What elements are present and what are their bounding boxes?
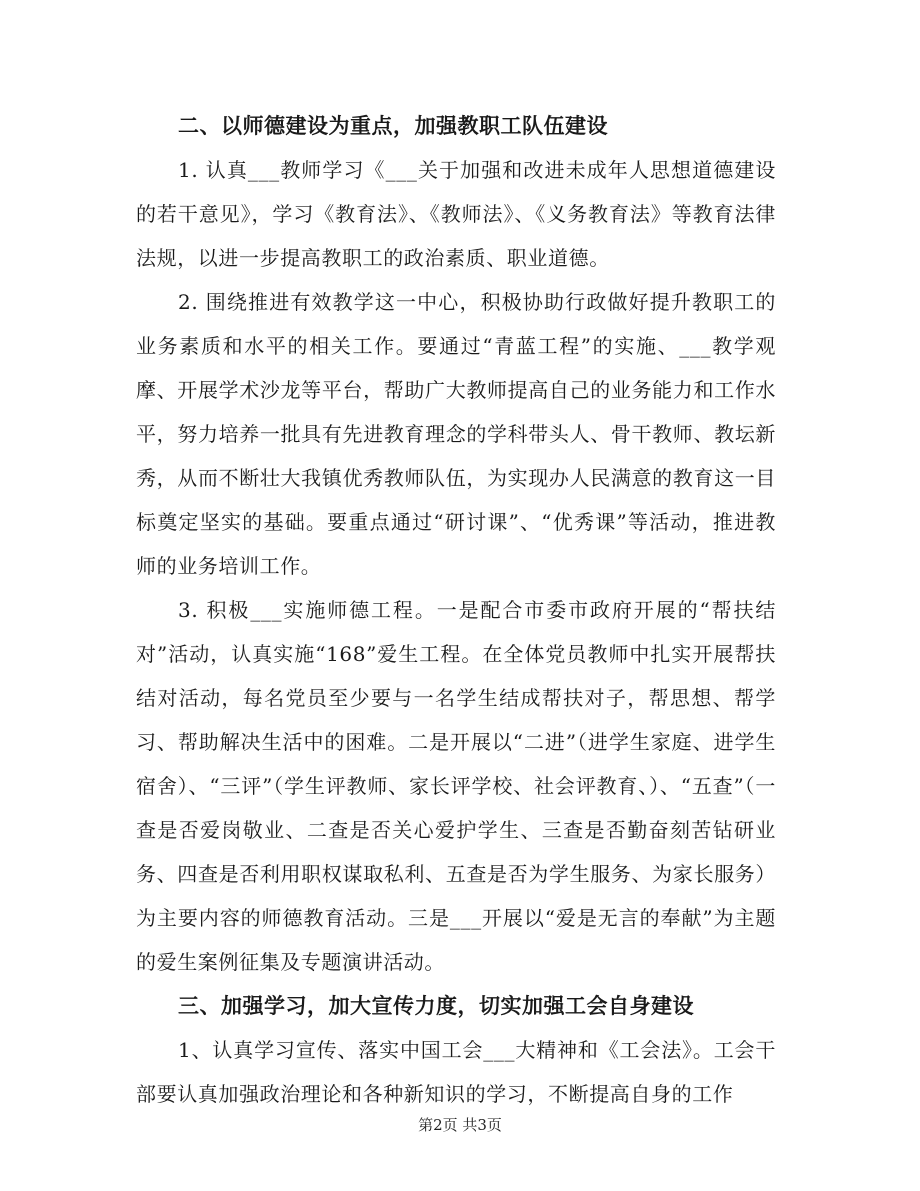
paragraph-2-1: 1. 认真___教师学习《___关于加强和改进未成年人思想道德建设的若干意见》，学习《教育法》、《教师法》、《义务教育法》等教育法律法规，以进一步提高教职工的政治素质、职业道德。 <box>136 158 776 270</box>
paragraph-2-3: 3. 积极___实施师德工程。一是配合市委市政府开展的“帮扶结对”活动，认真实施“168”爱生工程。在全体党员教师中扎实开展帮扶结对活动，每名党员至少要与一名学生结成帮扶对子，帮思想、帮学习、帮助解决生活中的困难。二是开展以“二进”（进学生家庭、进学生宿舍）、“三评”（学生评教师、家长评学校、社会评教育、）、“五查”（一查是否爱岗敬业、二查是否关心爱护学生、三查是否勤奋刻苦钻研业务、四查是否利用职权谋取私利、五查是否为学生服务、为家长服务）为主要内容的师德教育活动。三是___开展以“爱是无言的奉献”为主题的爱生案例征集及专题演讲活动。 <box>136 598 776 974</box>
document-body <box>136 104 776 1116</box>
page-number-footer: 第2页 共3页 <box>418 1116 502 1134</box>
paragraph-2-2: 2. 围绕推进有效教学这一中心，积极协助行政做好提升教职工的业务素质和水平的相关工作。要通过“青蓝工程”的实施、___教学观摩、开展学术沙龙等平台，帮助广大教师提高自己的业务能力和工作水平，努力培养一批具有先进教育理念的学科带头人、骨干教师、教坛新秀，从而不断壮大我镇优秀教师队伍，为实现办人民满意的教育这一目标奠定坚实的基础。要重点通过“研讨课”、“优秀课”等活动，推进教师的业务培训工作。 <box>136 290 776 578</box>
paragraph-3-1: 1、认真学习宣传、落实中国工会___大精神和《工会法》。工会干部要认真加强政治理论和各种新知识的学习，不断提高自身的工作 <box>136 1038 776 1106</box>
section-heading-2: 二、以师德建设为重点，加强教职工队伍建设 <box>178 114 608 138</box>
section-heading-3: 三、加强学习，加大宣传力度，切实加强工会自身建设 <box>178 994 694 1018</box>
